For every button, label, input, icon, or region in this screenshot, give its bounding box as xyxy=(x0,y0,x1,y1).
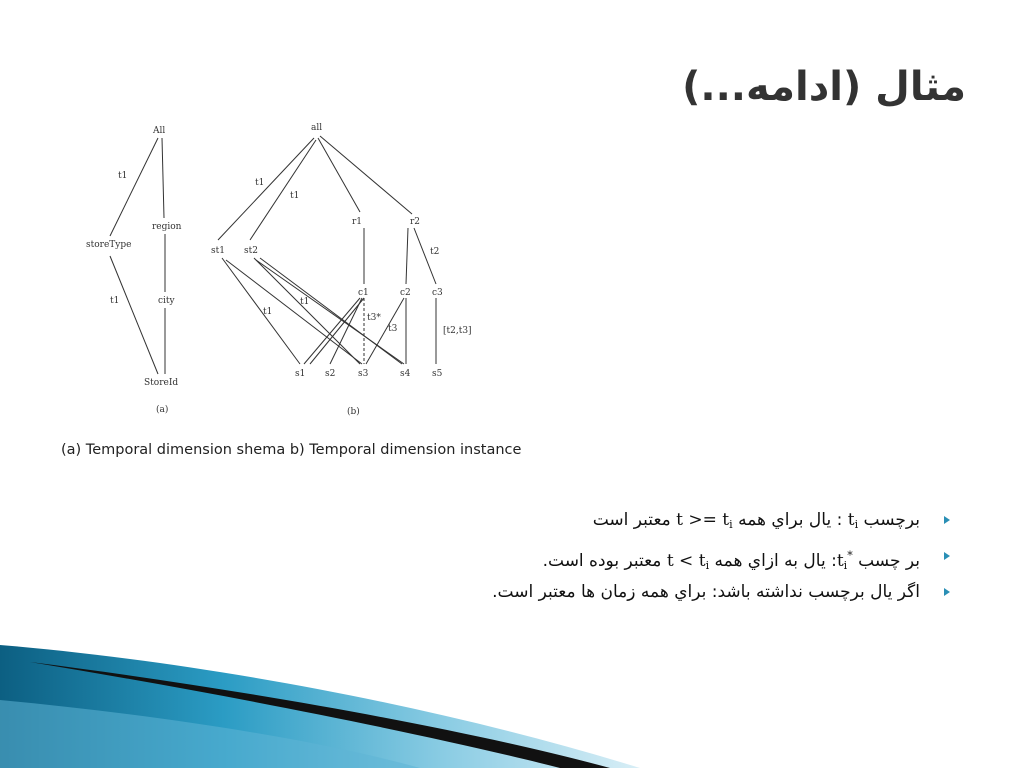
triangle-bullet-icon xyxy=(944,588,950,596)
node-city: city xyxy=(158,296,175,306)
triangle-bullet-icon xyxy=(944,552,950,560)
edge-all-region xyxy=(162,138,164,218)
node-c3: c3 xyxy=(432,288,443,298)
bullet-list xyxy=(492,506,950,614)
bullet-item-1: برچسب $t_i$ : یال براي همه $t >= t_i$ معتبر است xyxy=(492,506,950,542)
node-all-b: all xyxy=(311,123,323,133)
figure-label-a: (a) xyxy=(156,405,169,415)
node-storetype: storeType xyxy=(86,240,132,250)
edge-label-b-t2: t2 xyxy=(430,247,440,257)
node-r1: r1 xyxy=(352,217,363,227)
node-s4: s4 xyxy=(400,369,411,379)
edge-st1-s1 xyxy=(222,258,300,364)
node-c2: c2 xyxy=(400,288,411,298)
edge-label-a-t1-top: t1 xyxy=(118,171,128,181)
temporal-dimension-figure xyxy=(70,110,490,430)
edge-all-st2 xyxy=(250,140,316,240)
edge-label-b-t3-star: t3* xyxy=(367,313,381,323)
edge-r2-c2 xyxy=(406,228,408,284)
edge-all-r1 xyxy=(318,138,360,212)
edge-label-b-t1-st1: t1 xyxy=(255,178,265,188)
node-st2: st2 xyxy=(244,246,258,256)
edge-label-b-t1-st2: t1 xyxy=(290,191,300,201)
edge-label-b-t1-s3: t1 xyxy=(300,297,310,307)
edge-label-b-t1-s1: t1 xyxy=(263,307,273,317)
triangle-bullet-icon xyxy=(944,516,950,524)
figure-caption: (a) Temporal dimension shema b) Temporal dimension instance xyxy=(61,442,522,458)
diagram-svg xyxy=(70,110,490,430)
edge-all-r2 xyxy=(320,136,412,214)
slide-title: مثال (ادامه...) xyxy=(682,64,966,110)
edge-c2-s3 xyxy=(366,298,404,364)
node-all-a: All xyxy=(153,126,166,136)
node-region: region xyxy=(152,222,182,232)
edge-c1-s1 xyxy=(304,298,360,364)
edge-label-b-t2t3: [t2,t3] xyxy=(443,326,472,336)
node-st1: st1 xyxy=(211,246,225,256)
edge-label-a-t1-bottom: t1 xyxy=(110,296,120,306)
node-storeid: StoreId xyxy=(144,378,179,388)
edge-st2-s4b xyxy=(260,258,402,364)
bullet-item-2: بر چسب $t_i^*$: یال به ازاي همه $t < t_i$ معتبر بوده است. xyxy=(492,542,950,578)
node-s1: s1 xyxy=(295,369,306,379)
edge-st1-s3 xyxy=(226,260,362,364)
edge-label-b-t3: t3 xyxy=(388,324,398,334)
node-r2: r2 xyxy=(410,217,421,227)
bullet-item-3: اگر یال برچسب نداشته باشد: براي همه زمان ها معتبر است. xyxy=(492,578,950,614)
edge-all-storetype xyxy=(110,138,158,236)
node-s3: s3 xyxy=(358,369,369,379)
node-s5: s5 xyxy=(432,369,443,379)
figure-label-b: (b) xyxy=(347,407,360,417)
node-s2: s2 xyxy=(325,369,336,379)
edge-storetype-storeid xyxy=(110,256,158,374)
edge-all-st1 xyxy=(218,138,314,240)
node-c1: c1 xyxy=(358,288,369,298)
